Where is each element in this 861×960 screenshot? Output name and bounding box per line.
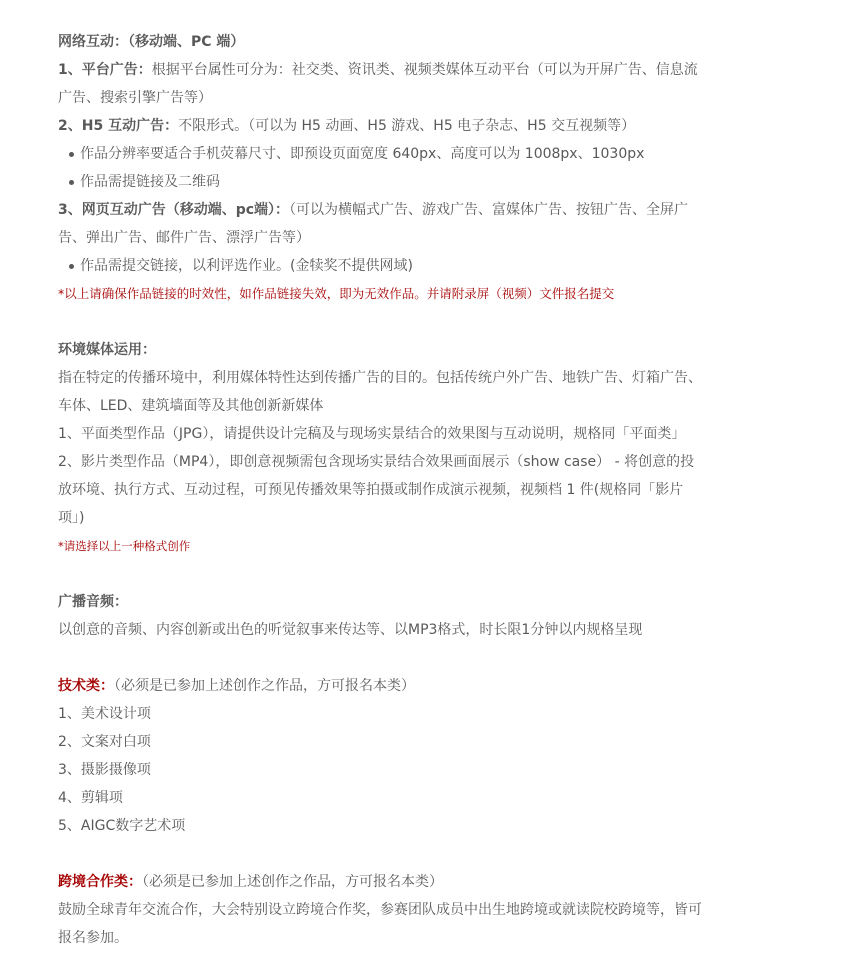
tech-list-item: 2、文案对白项 xyxy=(58,734,151,750)
tech-section-note: （必须是已参加上述创作之作品，方可报名本类） xyxy=(114,678,415,694)
network-item-3-bullets xyxy=(58,252,748,280)
cross-section-note: （必须是已参加上述创作之作品，方可报名本类） xyxy=(142,874,443,890)
network-item-1-cont: 广告、搜索引擎广告等） xyxy=(58,90,212,106)
env-text-line: 2、影片类型作品（MP4），即创意视频需包含现场实景结合效果画面展示（show case） - 将创意的投 xyxy=(58,454,695,470)
env-text-line: 1、平面类型作品（JPG），请提供设计完稿及与现场实景结合的效果图与互动说明，规格同「平面类」 xyxy=(58,426,686,442)
bullet-item: 作品需提链接及二维码 xyxy=(80,168,748,196)
tech-list-item: 5、AIGC数字艺术项 xyxy=(58,818,186,834)
env-section-title: 环境媒体运用： xyxy=(58,342,156,358)
network-item-2-bullets xyxy=(58,140,748,196)
section-gap xyxy=(58,308,748,336)
tech-list-item: 1、美术设计项 xyxy=(58,706,151,722)
network-item-3-cont: 告、弹出广告、邮件广告、漂浮广告等） xyxy=(58,230,310,246)
network-item-3-text: （可以为横幅式广告、游戏广告、富媒体广告、按钮广告、全屏广 xyxy=(289,202,689,218)
network-item-2 xyxy=(58,112,748,140)
cross-section-header xyxy=(58,868,748,896)
audio-section-title: 广播音频： xyxy=(58,594,128,610)
network-note: *以上请确保作品链接的时效性，如作品链接失效，即为无效作品。并请附录屏（视频）文件报名提交 xyxy=(58,286,615,301)
audio-text-line: 以创意的音频、内容创新或出色的听觉叙事来传达等、以MP3格式，时长限1分钟以内规格呈现 xyxy=(58,622,643,638)
tech-list-item: 3、摄影摄像项 xyxy=(58,762,151,778)
network-item-1-head: 1、平台广告： xyxy=(58,62,152,78)
bullet-item: 作品分辨率要适合手机荧幕尺寸、即预设页面宽度 640px、高度可以为 1008px、1030px xyxy=(80,140,748,168)
env-text-line: 车体、LED、建筑墙面等及其他创新新媒体 xyxy=(58,398,324,414)
section-gap xyxy=(58,644,748,672)
tech-list-item: 4、剪辑项 xyxy=(58,790,123,806)
cross-text-line: 报名参加。 xyxy=(58,930,128,946)
bullet-item: 作品需提交链接，以利评选作业。(金犊奖不提供网域) xyxy=(80,252,748,280)
tech-section-title: 技术类： xyxy=(58,678,114,694)
network-item-2-head: 2、H5 互动广告： xyxy=(58,118,179,134)
network-item-2-text: 不限形式。（可以为 H5 动画、H5 游戏、H5 电子杂志、H5 交互视频等） xyxy=(178,118,636,134)
document-content xyxy=(58,28,748,952)
env-note: *请选择以上一种格式创作 xyxy=(58,539,191,553)
cross-text-line: 鼓励全球青年交流合作，大会特别设立跨境合作奖，参赛团队成员中出生地跨境或就读院校跨境等，皆可 xyxy=(58,902,702,918)
cross-section-title: 跨境合作类： xyxy=(58,874,142,890)
section-gap xyxy=(58,840,748,868)
env-text-line: 指在特定的传播环境中，利用媒体特性达到传播广告的目的。包括传统户外广告、地铁广告、灯箱广告、 xyxy=(58,370,702,386)
network-item-1 xyxy=(58,56,748,84)
env-text-line: 放环境、执行方式、互动过程，可预见传播效果等拍摄或制作成演示视频，视频档 1 件(规格同「影片 xyxy=(58,482,684,498)
network-item-1-text: 根据平台属性可分为：社交类、资讯类、视频类媒体互动平台（可以为开屏广告、信息流 xyxy=(151,62,698,78)
network-item-3-head: 3、网页互动广告（移动端、pc端）： xyxy=(58,202,290,218)
env-text-line: 项」) xyxy=(58,510,85,526)
section-gap xyxy=(58,560,748,588)
tech-section-header xyxy=(58,672,748,700)
network-item-3 xyxy=(58,196,748,224)
network-section-title: 网络互动：（移动端、PC 端） xyxy=(58,34,245,50)
